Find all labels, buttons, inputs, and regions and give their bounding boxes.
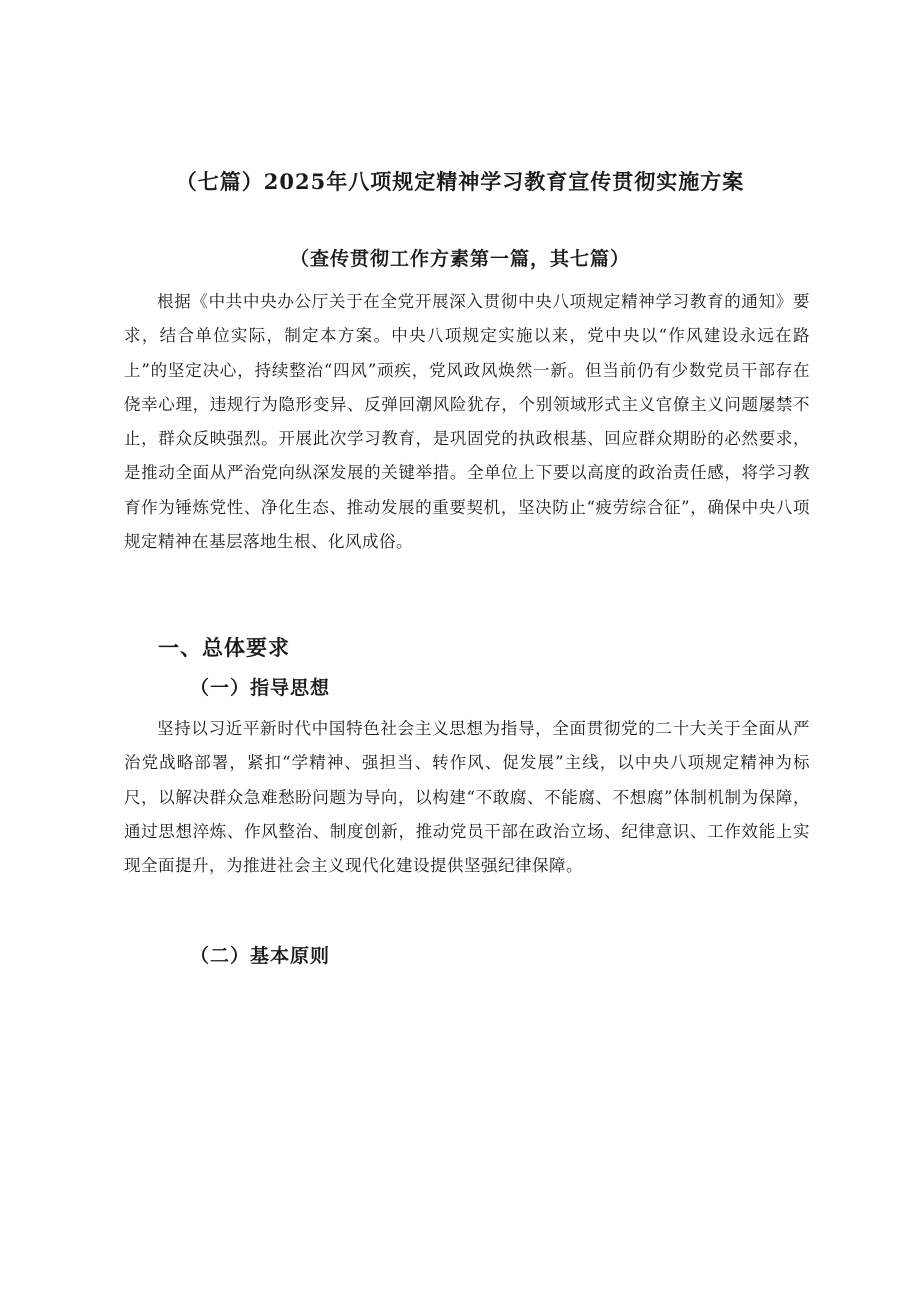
intro-paragraph: 根据《中共中央办公厅关于在全党开展深入贯彻中央八项规定精神学习教育的通知》要求，结合单位实际，制定本方案。中央八项规定实施以来，党中央以“作风建设永远在路上”的坚定决心，持续整治“四风”顽疾，党风政风焕然一新。但当前仍有少数党员干部存在侥幸心理，违规行为隐形变异、反弹回潮风险犹存，个别领域形式主义官僚主义问题屡禁不止，群众反映强烈。开展此次学习教育，是巩固党的执政根基、回应群众期盼的必然要求，是推动全面从严治党向纵深发展的关键举措。全单位上下要以高度的政治责任感，将学习教育作为锤炼党性、净化生态、推动发展的重要契机，坚决防止“疲劳综合征”，确保中央八项规定精神在基层落地生根、化风成俗。	[124, 292, 810, 552]
section-heading-overall-requirements: 一、总体要求	[158, 636, 290, 660]
subsection-heading-guiding-thought: （一）指导思想	[190, 677, 331, 699]
guiding-thought-paragraph: 坚持以习近平新时代中国特色社会主义思想为指导，全面贯彻党的二十大关于全面从严治党战略部署，紧扣“学精神、强担当、转作风、促发展”主线，以中央八项规定精神为标尺，以解决群众急难愁盼问题为导向，以构建“不敢腐、不能腐、不想腐”体制机制为保障，通过思想淬炼、作风整治、制度创新，推动党员干部在政治立场、纪律意识、工作效能上实现全面提升，为推进社会主义现代化建设提供坚强纪律保障。	[124, 719, 810, 876]
subsection-heading-basic-principles: （二）基本原则	[190, 945, 331, 967]
document-title: （七篇）2025年八项规定精神学习教育宣传贯彻实施方案	[175, 169, 745, 194]
document-subtitle: （查传贯彻工作方素第一篇，其七篇）	[289, 248, 630, 270]
